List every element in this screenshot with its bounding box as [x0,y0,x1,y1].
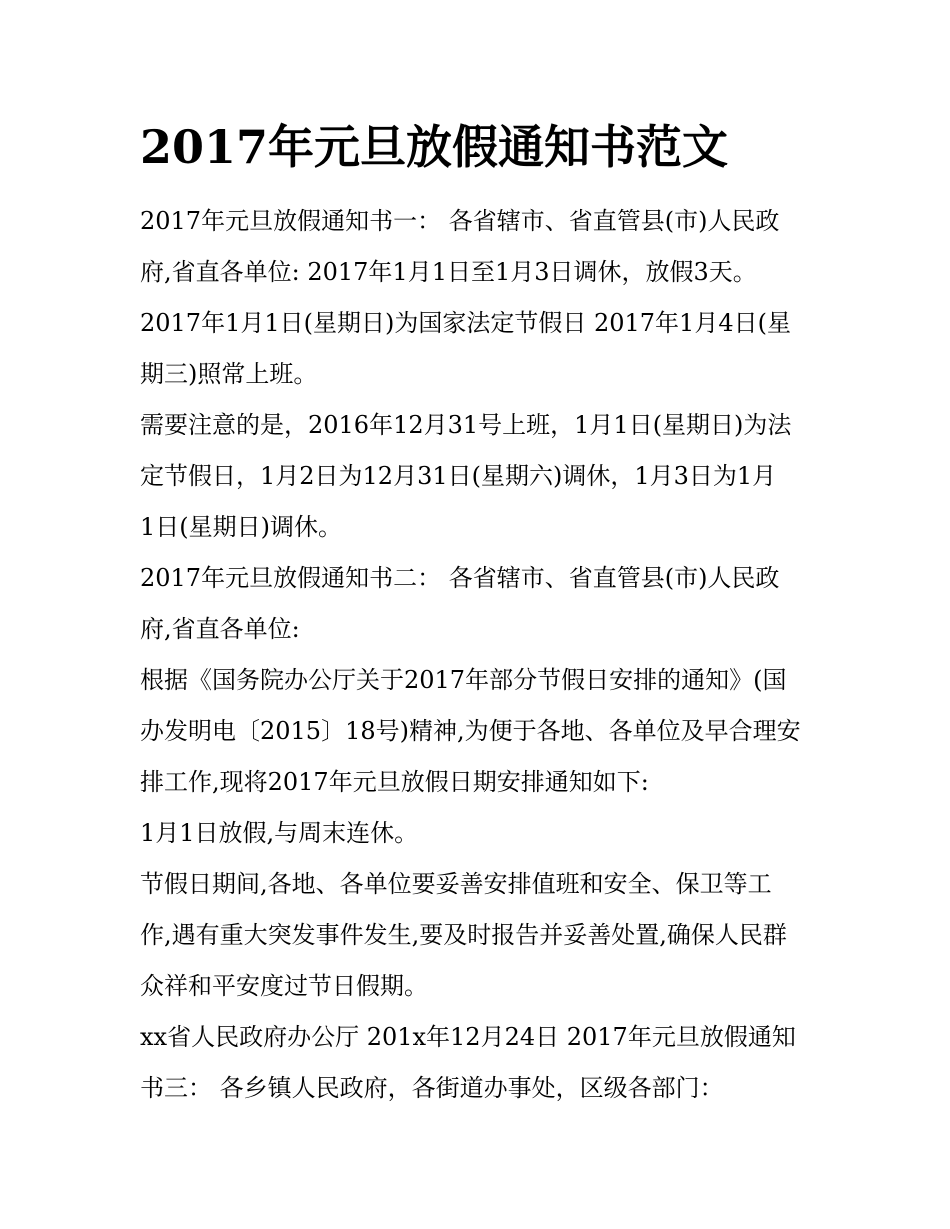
body-line: 1月1日放假,与周末连休。 [140,819,419,847]
body-line: 根据《国务院办公厅关于2017年部分节假日安排的通知》(国 [140,666,787,694]
body-line: 节假日期间,各地、各单位要妥善安排值班和安全、保卫等工 [140,870,772,898]
body-line: 办发明电〔2015〕18号)精神,为便于各地、各单位及早合理安 [140,717,801,745]
body-line: 府,省直各单位: 2017年1月1日至1月3日调休，放假3天。 [140,258,757,286]
body-line: xx省人民政府办公厅 201x年12月24日 2017年元旦放假通知 [140,1023,796,1051]
body-line: 排工作,现将2017年元旦放假日期安排通知如下: [140,768,649,796]
body-line: 期三)照常上班。 [140,360,318,388]
body-line: 作,遇有重大突发事件发生,要及时报告并妥善处置,确保人民群 [140,921,787,949]
document-title: 2017年元旦放假通知书范文 [140,120,729,174]
body-line: 2017年1月1日(星期日)为国家法定节假日 2017年1月4日(星 [140,309,791,337]
body-line: 1日(星期日)调休。 [140,513,342,541]
body-line: 府,省直各单位: [140,615,300,643]
body-line: 众祥和平安度过节日假期。 [140,972,428,1000]
body-line: 2017年元旦放假通知书一： 各省辖市、省直管县(市)人民政 [140,207,780,235]
body-line: 书三： 各乡镇人民政府，各街道办事处，区级各部门： [140,1074,724,1102]
body-line: 2017年元旦放假通知书二： 各省辖市、省直管县(市)人民政 [140,564,780,592]
body-line: 需要注意的是，2016年12月31号上班，1月1日(星期日)为法 [140,411,792,439]
body-line: 定节假日，1月2日为12月31日(星期六)调休，1月3日为1月 [140,462,777,490]
